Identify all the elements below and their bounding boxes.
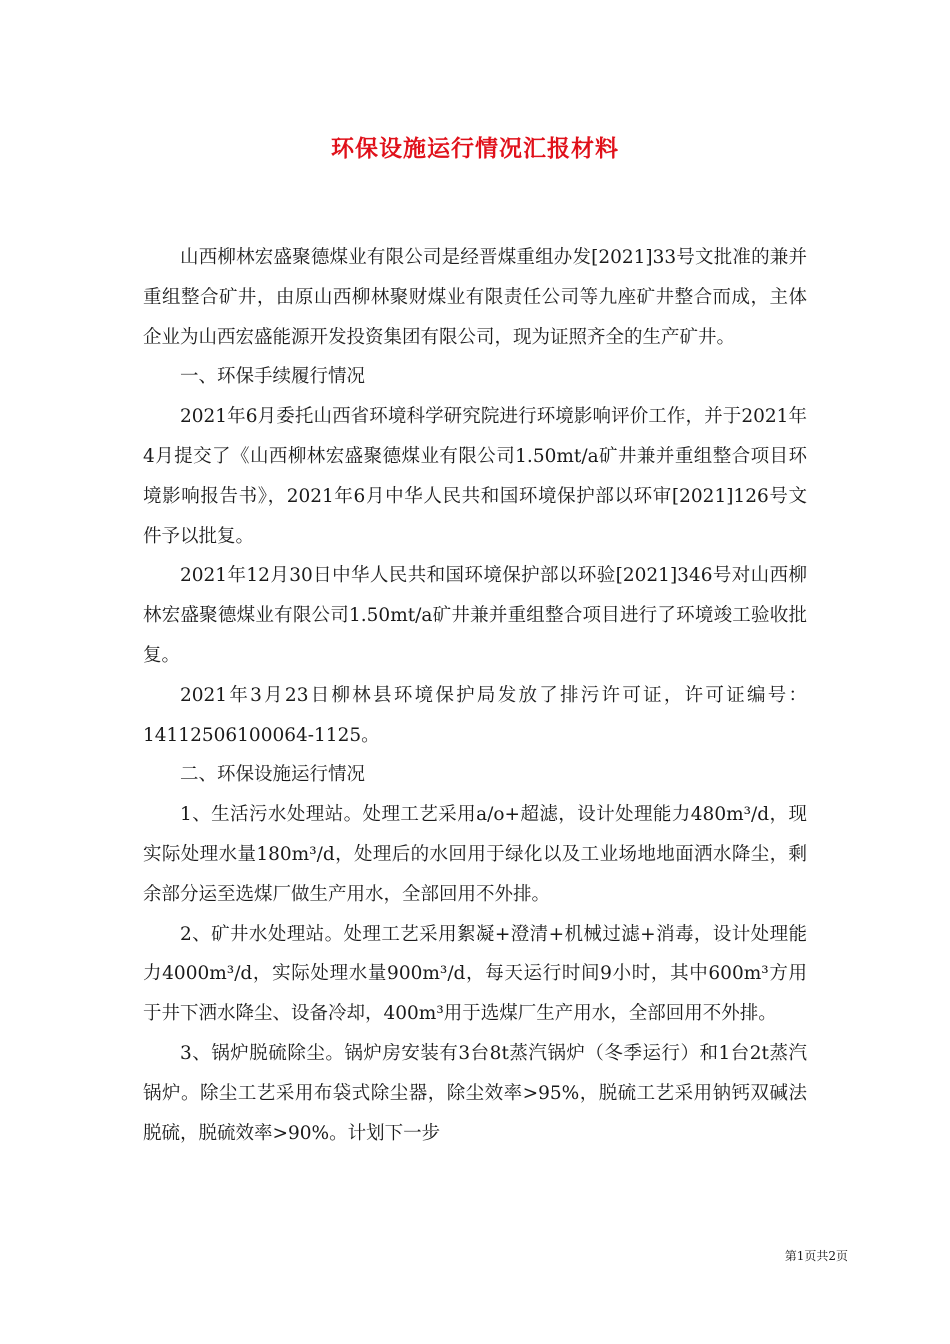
- page-number: 第1页共2页: [784, 1249, 848, 1263]
- section-heading-2: 二、环保设施运行情况: [180, 764, 366, 786]
- document-body: [143, 238, 807, 1153]
- paragraph-eia: 2021年6月委托山西省环境科学研究院进行环境影响评价工作，并于2021年4月提交了《山西柳林宏盛聚德煤业有限公司1.50mt/a矿井兼并重组整合项目环境影响报告书》，2021年6月中华人民共和国环境保护部以环审[2021]126号文件予以批复。: [143, 406, 807, 547]
- paragraph-intro: 山西柳林宏盛聚德煤业有限公司是经晋煤重组办发[2021]33号文批准的兼并重组整合矿井，由原山西柳林聚财煤业有限责任公司等九座矿井整合而成，主体企业为山西宏盛能源开发投资集团有限公司，现为证照齐全的生产矿井。: [143, 247, 807, 348]
- paragraph-sewage: 1、生活污水处理站。处理工艺采用a/o+超滤，设计处理能力480m³/d，现实际处理水量180m³/d，处理后的水回用于绿化以及工业场地地面洒水降尘，剩余部分运至选煤厂做生产用水，全部回用不外排。: [143, 804, 807, 905]
- document-title: 环保设施运行情况汇报材料: [331, 135, 619, 162]
- paragraph-boiler: 3、锅炉脱硫除尘。锅炉房安装有3台8t蒸汽锅炉（冬季运行）和1台2t蒸汽锅炉。除尘工艺采用布袋式除尘器，除尘效率>95%，脱硫工艺采用钠钙双碱法脱硫，脱硫效率>90%。计划下一步: [143, 1042, 807, 1144]
- paragraph-acceptance: 2021年12月30日中华人民共和国环境保护部以环验[2021]346号对山西柳林宏盛聚德煤业有限公司1.50mt/a矿井兼并重组整合项目进行了环境竣工验收批复。: [143, 565, 807, 666]
- paragraph-permit: 2021年3月23日柳林县环境保护局发放了排污许可证，许可证编号：14112506100064-1125。: [143, 684, 807, 746]
- section-heading-1: 一、环保手续履行情况: [180, 366, 366, 388]
- paragraph-mine-water: 2、矿井水处理站。处理工艺采用絮凝+澄清+机械过滤+消毒，设计处理能力4000m³/d，实际处理水量900m³/d，每天运行时间9小时，其中600m³方用于井下洒水降尘、设备冷却，400m³用于选煤厂生产用水，全部回用不外排。: [143, 923, 807, 1025]
